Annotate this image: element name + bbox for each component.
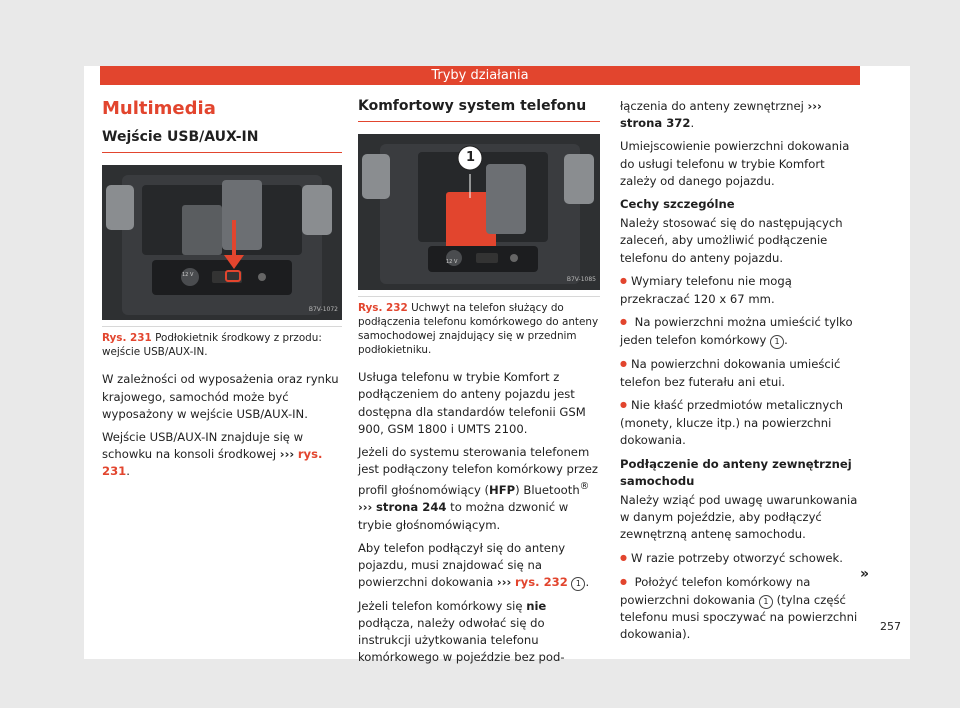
paragraph: Należy stosować się do następujących zaleceń, aby umożliwić podłączenie telefonu do anteny pojazdu. bbox=[620, 216, 843, 265]
figure-caption bbox=[102, 326, 342, 359]
socket-label: 12 V bbox=[446, 259, 458, 266]
registered-mark: ® bbox=[579, 481, 590, 493]
reference-arrows: ››› bbox=[496, 575, 512, 590]
punctuation: . bbox=[126, 464, 130, 479]
paragraph-text: łączenia do anteny zewnętrznej bbox=[620, 99, 804, 113]
heading-features: Cechy szczególne bbox=[620, 197, 735, 212]
paragraph bbox=[358, 598, 600, 667]
page-reference-link[interactable]: strona 244 bbox=[376, 500, 447, 515]
bullet-text: Na powierzchni można umieścić tylko jeden telefon komórkowy bbox=[620, 315, 853, 348]
figure-reference-link[interactable]: rys. 231 bbox=[102, 447, 323, 479]
figure-phone-dock bbox=[358, 134, 600, 290]
bullet-text: (tylna część telefonu musi spoczywać na powierzchni dokowania). bbox=[620, 593, 858, 642]
paragraph-text: ) Bluetooth bbox=[515, 483, 580, 498]
callout-marker: 1 bbox=[466, 150, 476, 166]
page-reference-link[interactable]: strona 372 bbox=[620, 116, 691, 131]
paragraph bbox=[102, 429, 342, 481]
socket-label: 12 V bbox=[182, 272, 194, 279]
paragraph bbox=[358, 540, 600, 592]
subsection-title-phone: Komfortowy system telefonu bbox=[358, 98, 600, 122]
paragraph-text: Aby telefon podłączył się do anteny pojazdu, musi znajdować się na powierzchni dokowania bbox=[358, 540, 566, 590]
hfp-term: HFP bbox=[489, 483, 516, 498]
reference-arrows: ››› bbox=[807, 99, 822, 113]
figure-id: B7V-1072 bbox=[308, 306, 338, 314]
bullet-item bbox=[620, 574, 860, 644]
bullet-item: ● Wymiary telefonu nie mogą przekraczać 120 x 67 mm. bbox=[620, 273, 860, 308]
bullet-text: Położyć telefon komórkowy na powierzchni dokowania bbox=[620, 574, 811, 608]
column-2 bbox=[358, 96, 600, 672]
paragraph bbox=[620, 98, 860, 132]
paragraph-text: to można dzwonić w trybie głośnomówiącym. bbox=[358, 500, 569, 532]
bullet-item: ● W razie potrzeby otworzyć schowek. bbox=[620, 550, 860, 568]
paragraph-text: Wejście USB/AUX-IN znajduje się w schowku na konsoli środkowej bbox=[102, 430, 304, 462]
punctuation: . bbox=[784, 333, 788, 348]
caption-text: Podłokietnik środkowy z przodu: wejście USB/AUX-IN. bbox=[102, 332, 322, 359]
callout-number: 1 bbox=[770, 335, 784, 349]
column-3 bbox=[620, 98, 860, 650]
punctuation: . bbox=[690, 116, 695, 131]
paragraph: W zależności od wyposażenia oraz rynku krajowego, samochód może być wyposażony w wejście USB/AUX-IN. bbox=[102, 372, 339, 421]
column-1 bbox=[102, 96, 342, 487]
page-number: 257 bbox=[880, 620, 901, 633]
figure-usb-console bbox=[102, 165, 342, 320]
paragraph: Umiejscowienie powierzchni dokowania do usługi telefonu w trybie Komfort zależy od danego pojazdu. bbox=[620, 139, 850, 188]
bullet-item: ● Nie kłaść przedmiotów metalicznych (monety, klucze itp.) na powierzchni dokowania. bbox=[620, 397, 860, 450]
bullet-item: ● Na powierzchni dokowania umieścić telefon bez futerału ani etui. bbox=[620, 356, 860, 391]
paragraph-text: Jeżeli telefon komórkowy się bbox=[358, 598, 523, 613]
emphasis-nie: nie bbox=[526, 598, 547, 613]
paragraph bbox=[358, 444, 600, 534]
paragraph: Należy wziąć pod uwagę uwarunkowania w danym pojeździe, aby podłączyć zewnętrzną antenę samochodu. bbox=[620, 493, 858, 542]
console-illustration bbox=[102, 165, 342, 320]
paragraph: Usługa telefonu w trybie Komfort z podłączeniem do anteny pojazdu jest dostępna dla standardów telefonii GSM 900, GSM 1800 i UMTS 2100. bbox=[358, 370, 586, 436]
figure-id: B7V-1085 bbox=[566, 276, 596, 283]
callout-number: 1 bbox=[759, 595, 773, 609]
callout-number: 1 bbox=[571, 577, 585, 591]
reference-arrows: ››› bbox=[358, 500, 373, 515]
caption-label: Rys. 231 bbox=[102, 332, 152, 345]
chapter-header: Tryby działania bbox=[100, 66, 860, 85]
caption-text: Uchwyt na telefon służący do podłączenia telefonu komórkowego do anteny samochodowej znajdujący się w przednim podłokietniku. bbox=[358, 302, 599, 357]
paragraph-text: podłącza, należy odwołać się do instrukcji użytkowania telefonu komórkowego w pojeździe bez pod- bbox=[358, 615, 565, 665]
heading-external-antenna: Podłączenie do anteny zewnętrznej samochodu bbox=[620, 456, 852, 488]
bullet-item bbox=[620, 314, 860, 349]
phone-dock-illustration bbox=[358, 134, 600, 290]
continue-marker: » bbox=[860, 566, 870, 582]
reference-arrows: ››› bbox=[279, 447, 295, 462]
section-title: Multimedia bbox=[102, 98, 216, 119]
punctuation: . bbox=[585, 575, 590, 590]
figure-reference-link[interactable]: rys. 232 bbox=[514, 575, 568, 590]
subsection-title-usb: Wejście USB/AUX-IN bbox=[102, 129, 342, 153]
paragraph-text: Jeżeli do systemu sterowania telefonem jest podłączony telefon komórkowy przez profil głośnomówiący ( bbox=[358, 445, 598, 498]
caption-label: Rys. 232 bbox=[358, 302, 408, 315]
figure-caption bbox=[358, 296, 600, 357]
